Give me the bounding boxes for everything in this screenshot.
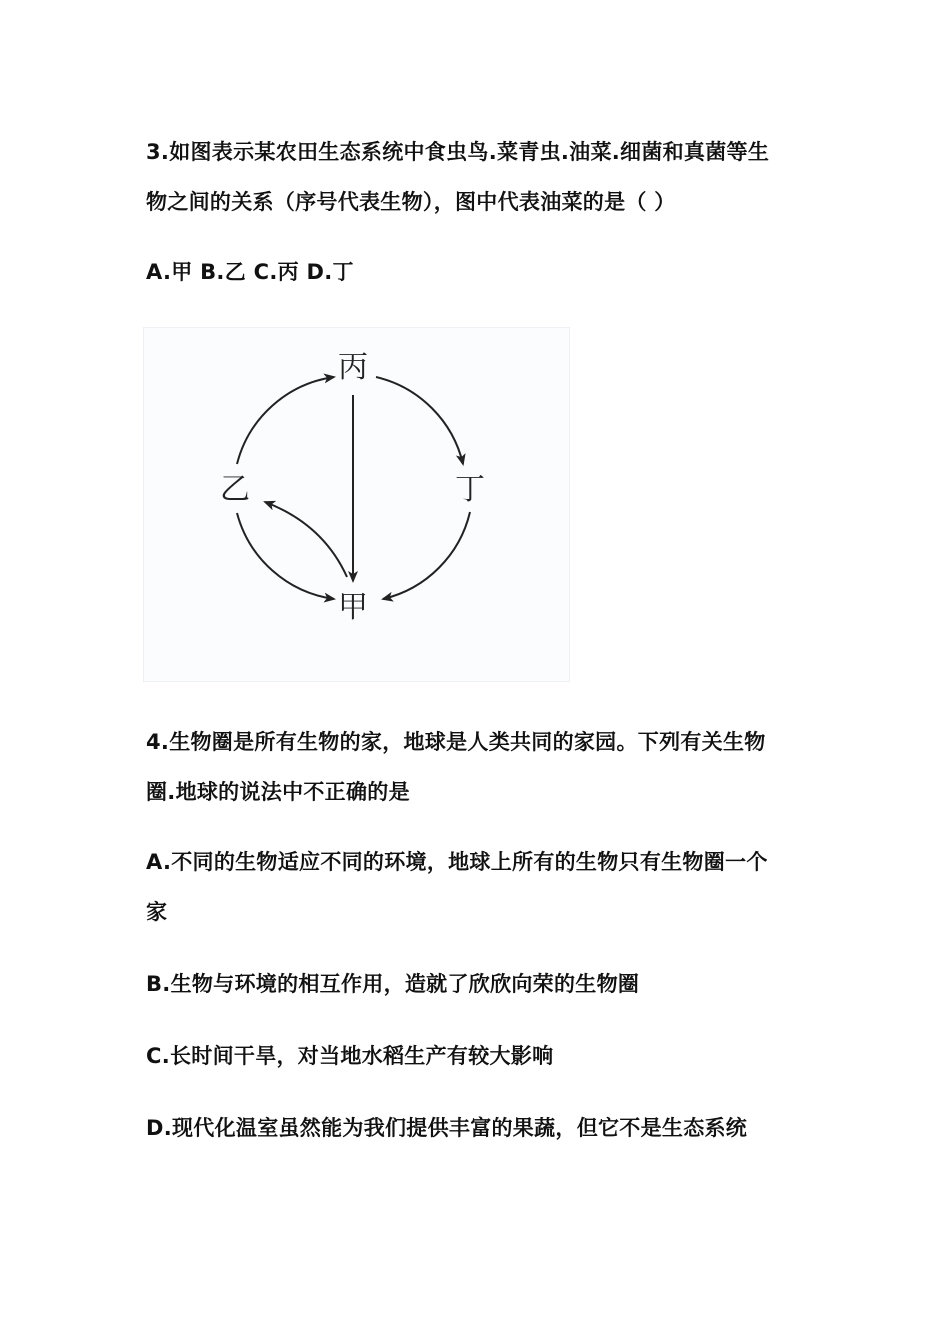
question-4-stem-line-2: 圈.地球的说法中不正确的是 [146, 780, 410, 804]
node-ding: 丁 [455, 472, 485, 507]
arrow-jia-to-yi [265, 502, 347, 577]
question-4-option-c: C.长时间干旱，对当地水稻生产有较大影响 [146, 1044, 554, 1068]
question-4-option-d: D.现代化温室虽然能为我们提供丰富的果蔬，但它不是生态系统 [146, 1116, 748, 1140]
node-jia: 甲 [338, 590, 368, 625]
question-4-option-a-line-2: 家 [146, 900, 168, 924]
question-4-option-a-line-1: A.不同的生物适应不同的环境，地球上所有的生物只有生物圈一个 [146, 850, 768, 874]
node-bing: 丙 [338, 350, 368, 385]
diagram-svg [143, 327, 570, 682]
arrow-ding-to-jia [383, 512, 470, 599]
ecosystem-cycle-diagram [143, 327, 570, 682]
arrow-yi-to-bing [237, 377, 334, 464]
node-yi: 乙 [220, 472, 250, 507]
question-3-stem-line-1: 3.如图表示某农田生态系统中食虫鸟.菜青虫.油菜.细菌和真菌等生 [146, 140, 770, 164]
question-4-option-b: B.生物与环境的相互作用，造就了欣欣向荣的生物圈 [146, 972, 640, 996]
question-3-options: A.甲 B.乙 C.丙 D.丁 [146, 260, 354, 284]
question-3-stem-line-2: 物之间的关系（序号代表生物），图中代表油菜的是（ ） [146, 190, 676, 214]
arrow-yi-to-jia [237, 513, 334, 599]
arrow-bing-to-ding [376, 377, 463, 464]
question-4-stem-line-1: 4.生物圈是所有生物的家，地球是人类共同的家园。下列有关生物 [146, 730, 766, 754]
